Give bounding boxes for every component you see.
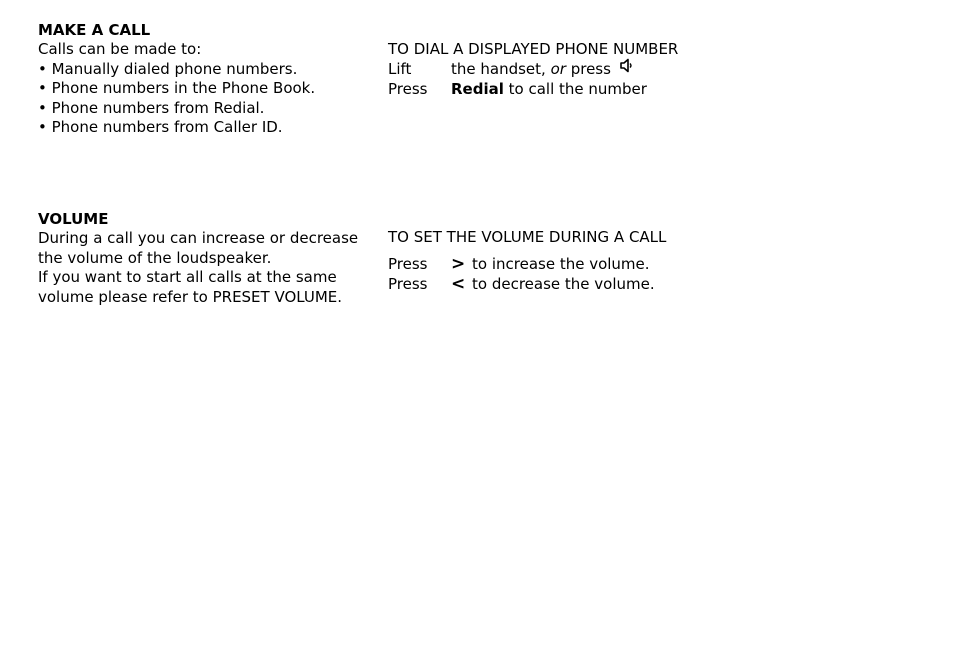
volume-text-line: During a call you can increase or decrease	[38, 229, 359, 248]
instruction-row-increase	[388, 255, 666, 274]
volume-text-line: If you want to start all calls at the same	[38, 268, 337, 287]
redial-key-name: Redial	[451, 79, 504, 98]
make-call-heading: MAKE A CALL	[38, 21, 151, 39]
left-arrow-icon: <	[451, 273, 466, 294]
set-volume-section	[388, 228, 666, 294]
instruction-text: to call the number	[503, 79, 647, 98]
instruction-label: Press	[388, 274, 428, 293]
volume-text-line: volume please refer to PRESET VOLUME.	[38, 287, 343, 306]
instruction-label: Lift	[388, 59, 412, 78]
dial-displayed-heading: TO DIAL A DISPLAYED PHONE NUMBER	[388, 40, 679, 58]
volume-text-line: the volume of the loudspeaker.	[38, 248, 272, 267]
speaker-icon	[620, 58, 633, 78]
make-call-intro: Calls can be made to:	[38, 40, 202, 59]
instruction-row-lift	[388, 59, 678, 79]
instruction-label: Press	[388, 255, 428, 274]
instruction-text: to decrease the volume.	[472, 274, 655, 293]
list-item: • Phone numbers from Caller ID.	[38, 118, 283, 137]
instruction-text: press	[565, 59, 611, 78]
instruction-text: the handset,	[451, 59, 551, 78]
instruction-label: Press	[388, 79, 428, 98]
right-arrow-icon: >	[451, 254, 466, 275]
instruction-row-decrease	[388, 275, 666, 294]
list-item: • Phone numbers from Redial.	[38, 98, 265, 117]
list-item: • Phone numbers in the Phone Book.	[38, 79, 316, 98]
instruction-text-or: or	[550, 59, 566, 78]
volume-section	[38, 210, 358, 307]
instruction-text: to increase the volume.	[472, 255, 650, 274]
list-item: • Manually dialed phone numbers.	[38, 59, 298, 78]
instruction-row-press	[388, 80, 678, 99]
dial-displayed-section	[388, 40, 678, 99]
volume-heading: VOLUME	[38, 210, 109, 228]
set-volume-heading: TO SET THE VOLUME DURING A CALL	[388, 228, 667, 246]
make-call-section	[38, 21, 315, 137]
